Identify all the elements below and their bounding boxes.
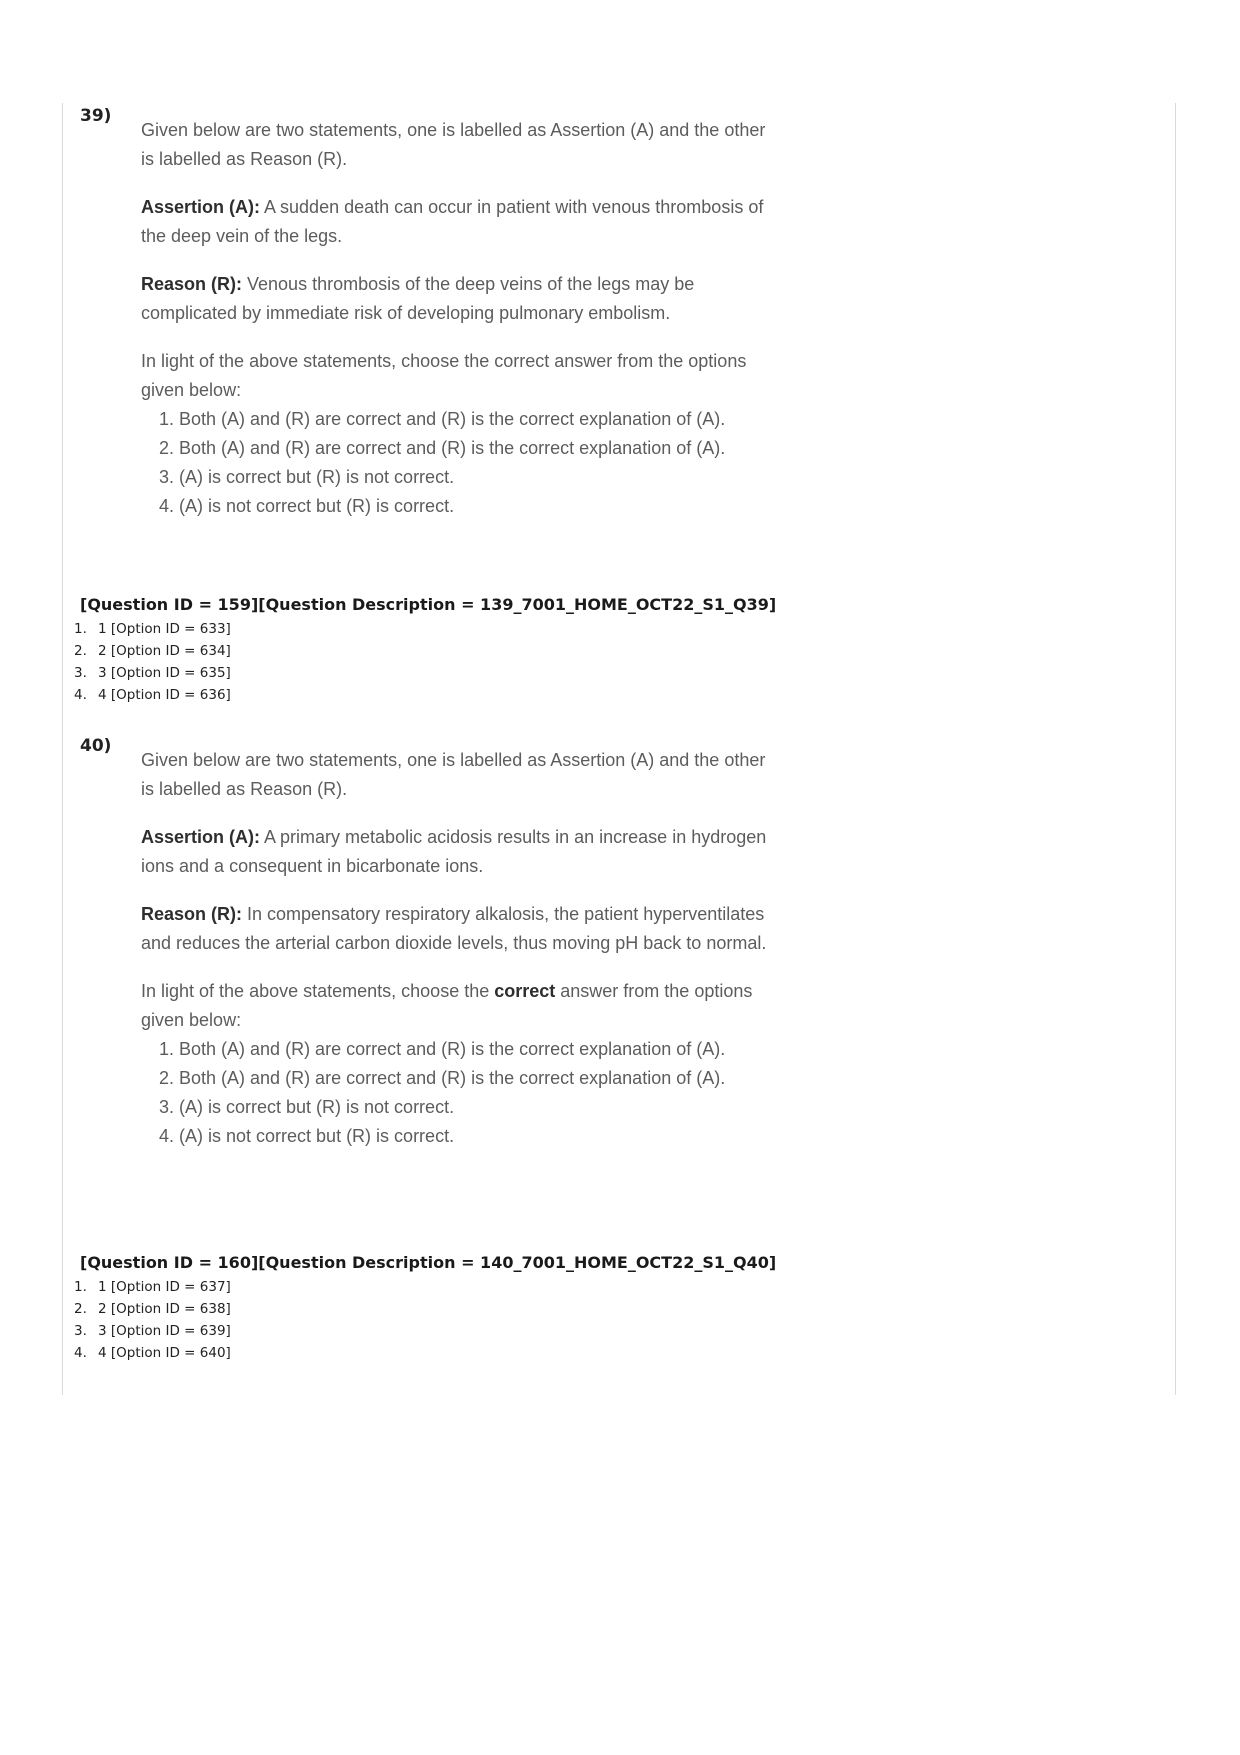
statement-options <box>141 1035 781 1151</box>
statement-option: 4. (A) is not correct but (R) is correct. <box>159 496 455 516</box>
answer-option: 4. 4 [Option ID = 636] <box>74 687 231 703</box>
answer-option: 1. 1 [Option ID = 633] <box>74 621 231 637</box>
question-meta: [Question ID = 160][Question Description = 140_7001_HOME_OCT22_S1_Q40] <box>80 1253 777 1272</box>
assertion <box>141 823 781 881</box>
reason-label: Reason (R): <box>141 904 243 924</box>
statement-option: 2. Both (A) and (R) are correct and (R) is the correct explanation of (A). <box>159 438 726 458</box>
answer-option-list <box>74 1276 231 1364</box>
reason <box>141 270 781 328</box>
question-number: 39) <box>80 106 112 126</box>
reason <box>141 900 781 958</box>
answer-option: 1. 1 [Option ID = 637] <box>74 1279 231 1295</box>
answer-option: 2. 2 [Option ID = 634] <box>74 643 231 659</box>
assertion-text: A primary metabolic acidosis results in an increase in hydrogen ions and a consequent in bicarbonate ions. <box>141 827 767 876</box>
statement-options <box>141 405 781 521</box>
question-intro: Given below are two statements, one is labelled as Assertion (A) and the other is labelled as Reason (R). <box>141 750 766 799</box>
statement-option: 3. (A) is correct but (R) is not correct. <box>159 467 455 487</box>
answer-option: 2. 2 [Option ID = 638] <box>74 1301 231 1317</box>
answer-option: 3. 3 [Option ID = 635] <box>74 665 231 681</box>
question-meta: [Question ID = 159][Question Description = 139_7001_HOME_OCT22_S1_Q39] <box>80 595 777 614</box>
statement-option: 2. Both (A) and (R) are correct and (R) is the correct explanation of (A). <box>159 1068 726 1088</box>
question-number: 40) <box>80 736 112 756</box>
reason-text: In compensatory respiratory alkalosis, the patient hyperventilates and reduces the arterial carbon dioxide levels, thus moving pH back to normal. <box>141 904 767 953</box>
assertion-text: A sudden death can occur in patient with venous thrombosis of the deep vein of the legs. <box>141 197 764 246</box>
question-prompt: In light of the above statements, choose the correct answer from the options given below: <box>141 981 753 1030</box>
reason-label: Reason (R): <box>141 274 243 294</box>
question-body <box>141 746 781 1151</box>
statement-option: 4. (A) is not correct but (R) is correct. <box>159 1126 455 1146</box>
question-intro: Given below are two statements, one is labelled as Assertion (A) and the other is labelled as Reason (R). <box>141 120 766 169</box>
answer-option: 3. 3 [Option ID = 639] <box>74 1323 231 1339</box>
reason-text: Venous thrombosis of the deep veins of the legs may be complicated by immediate risk of developing pulmonary embolism. <box>141 274 695 323</box>
statement-option: 1. Both (A) and (R) are correct and (R) is the correct explanation of (A). <box>159 409 726 429</box>
assertion-label: Assertion (A): <box>141 197 261 217</box>
statement-option: 1. Both (A) and (R) are correct and (R) is the correct explanation of (A). <box>159 1039 726 1059</box>
answer-option-list <box>74 618 231 706</box>
answer-option: 4. 4 [Option ID = 640] <box>74 1345 231 1361</box>
question-prompt: In light of the above statements, choose the correct answer from the options given below: <box>141 351 747 400</box>
statement-option: 3. (A) is correct but (R) is not correct. <box>159 1097 455 1117</box>
question-body <box>141 116 781 521</box>
assertion <box>141 193 781 251</box>
assertion-label: Assertion (A): <box>141 827 261 847</box>
